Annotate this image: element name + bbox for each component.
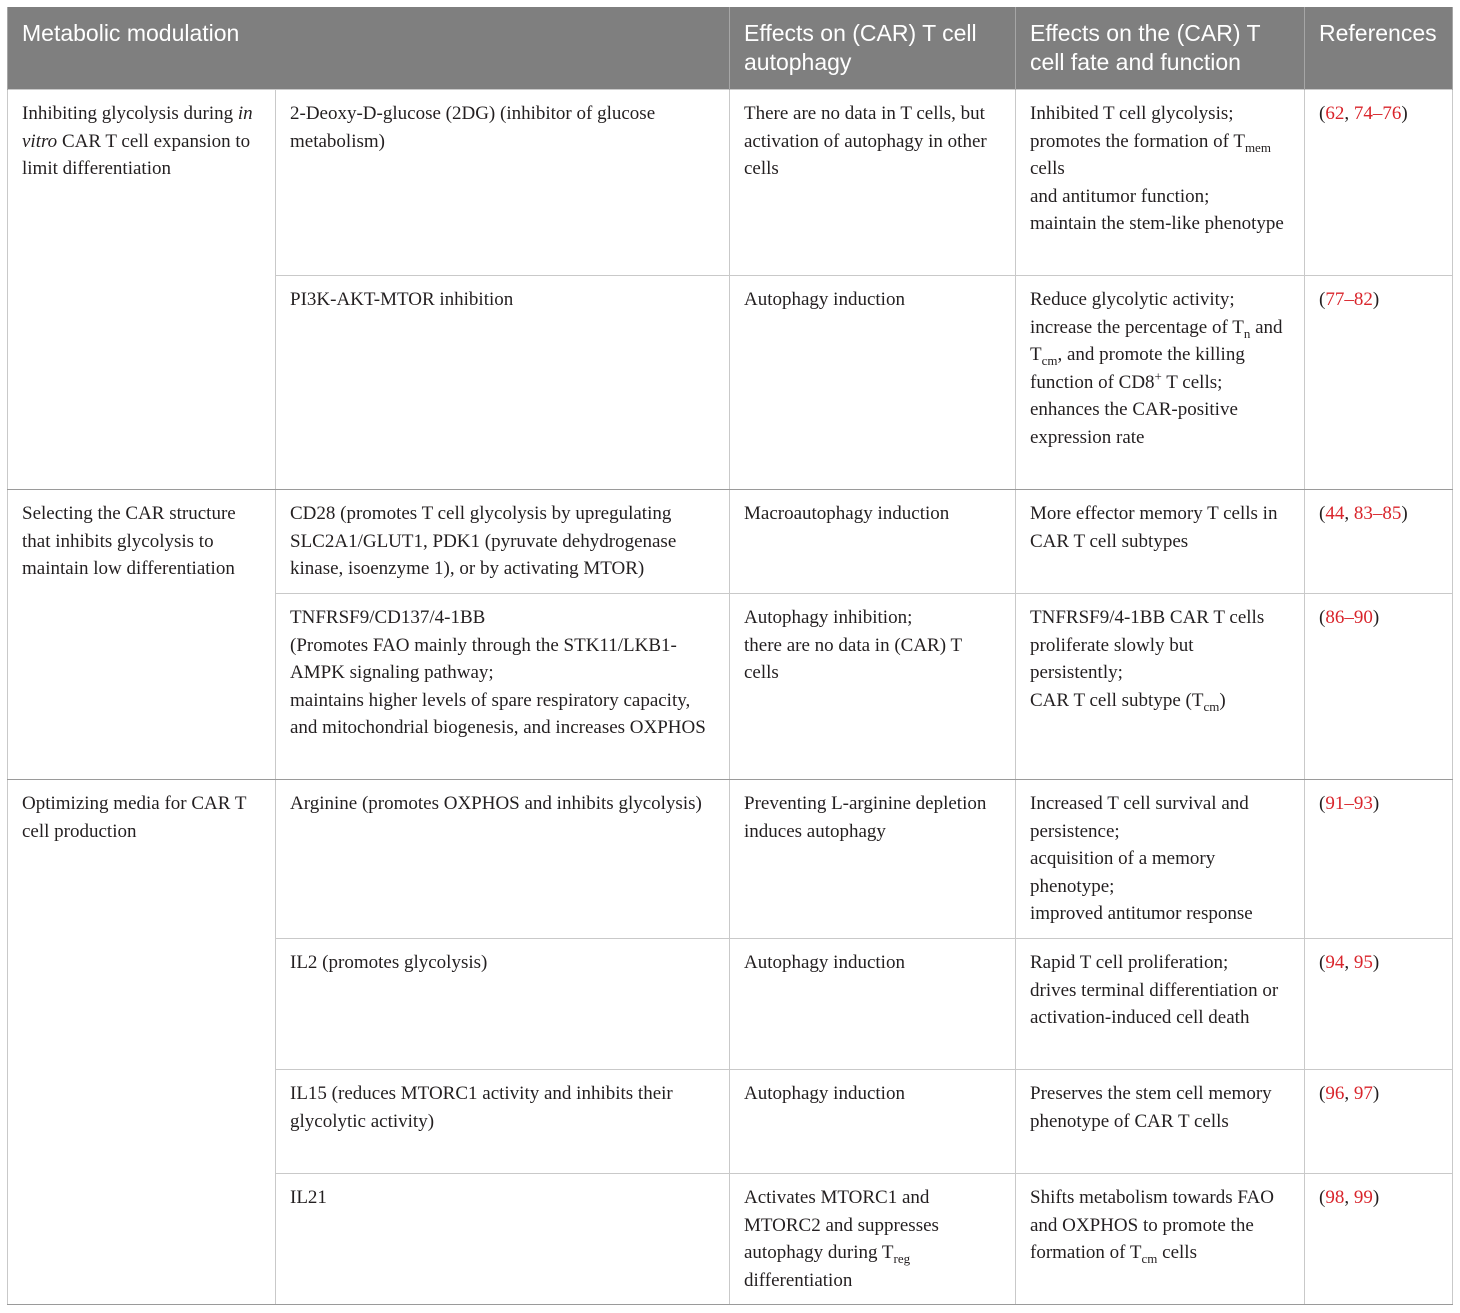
autophagy-cell: Autophagy induction <box>730 1070 1016 1174</box>
header-row <box>8 7 1453 90</box>
reference-link[interactable]: 96 <box>1325 1083 1345 1104</box>
agent-cell: 2-Deoxy-D-glucose (2DG) (inhibitor of glucose metabolism) <box>276 90 730 276</box>
reference-link[interactable]: 44 <box>1325 503 1345 524</box>
agent-cell: Arginine (promotes OXPHOS and inhibits glycolysis) <box>276 780 730 939</box>
autophagy-cell: Autophagy induction <box>730 939 1016 1070</box>
reference-link[interactable]: 83–85 <box>1353 503 1402 524</box>
group-label-optimizing-media: Optimizing media for CAR T cell production <box>8 780 276 1305</box>
autophagy-cell: Activates MTORC1 and MTORC2 and suppresses autophagy during $T_{reg}$ differentiation <box>730 1174 1016 1305</box>
agent-cell: TNFRSF9/CD137/4-1BB (Promotes FAO mainly through the STK11/LKB1-AMPK signaling pathway; maintains higher levels of spare respiratory capacity, and mitochondrial biogenesis, and increases OXPHOS <box>276 594 730 780</box>
reference-link[interactable]: 95 <box>1353 952 1373 973</box>
fate-cell: Inhibited T cell glycolysis; promotes the formation of $T_{mem}$ cells and antitumor function; maintain the stem-like phenotype <box>1016 90 1305 276</box>
group-label-car-structure: Selecting the CAR structure that inhibits glycolysis to maintain low differentiation <box>8 490 276 780</box>
references-cell: (98, 99) <box>1305 1174 1453 1305</box>
references-cell: (44, 83–85) <box>1305 490 1453 594</box>
reference-link[interactable]: 97 <box>1353 1083 1373 1104</box>
table-row <box>8 490 1453 594</box>
reference-link[interactable]: 99 <box>1353 1187 1373 1208</box>
header-references: References <box>1305 7 1453 90</box>
header-metabolic-modulation: Metabolic modulation <box>8 7 730 90</box>
references-cell: (96, 97) <box>1305 1070 1453 1174</box>
references-cell: (91–93) <box>1305 780 1453 939</box>
fate-cell: TNFRSF9/4-1BB CAR T cells proliferate slowly but persistently; CAR T cell subtype $(T_{cm})$ <box>1016 594 1305 780</box>
reference-link[interactable]: 74–76 <box>1353 103 1402 124</box>
references-cell: (62, 74–76) <box>1305 90 1453 276</box>
fate-cell: Shifts metabolism towards FAO and OXPHOS to promote the formation of $T_{cm}$ cells <box>1016 1174 1305 1305</box>
table-row <box>8 780 1453 939</box>
agent-cell: IL2 (promotes glycolysis) <box>276 939 730 1070</box>
autophagy-cell: There are no data in T cells, but activation of autophagy in other cells <box>730 90 1016 276</box>
fate-cell: Preserves the stem cell memory phenotype of CAR T cells <box>1016 1070 1305 1174</box>
table-row <box>8 90 1453 276</box>
fate-cell: Rapid T cell proliferation; drives terminal differentiation or activation-induced cell death <box>1016 939 1305 1070</box>
reference-link[interactable]: 94 <box>1325 952 1345 973</box>
group-label-glycolysis-inhibition: Inhibiting glycolysis during in vitro CAR T cell expansion to limit differentiation <box>8 90 276 490</box>
references-cell: (86–90) <box>1305 594 1453 780</box>
autophagy-cell: Autophagy induction <box>730 276 1016 490</box>
agent-cell: CD28 (promotes T cell glycolysis by upregulating SLC2A1/GLUT1, PDK1 (pyruvate dehydrogenase kinase, isoenzyme 1), or by activating MTOR) <box>276 490 730 594</box>
autophagy-cell: Autophagy inhibition; there are no data in (CAR) T cells <box>730 594 1016 780</box>
reference-link[interactable]: 86–90 <box>1325 607 1373 628</box>
reference-link[interactable]: 77–82 <box>1325 289 1373 310</box>
agent-cell: IL21 <box>276 1174 730 1305</box>
agent-cell: IL15 (reduces MTORC1 activity and inhibits their glycolytic activity) <box>276 1070 730 1174</box>
fate-cell: Increased T cell survival and persistence; acquisition of a memory phenotype; improved antitumor response <box>1016 780 1305 939</box>
header-fate-function-effects: Effects on the (CAR) T cell fate and function <box>1016 7 1305 90</box>
header-autophagy-effects: Effects on (CAR) T cell autophagy <box>730 7 1016 90</box>
fate-cell: Reduce glycolytic activity; increase the percentage of $T_n$ and $T_{cm}$, and promote the killing function of CD8+ T cells; enhances the CAR-positive expression rate <box>1016 276 1305 490</box>
autophagy-cell: Preventing L-arginine depletion induces autophagy <box>730 780 1016 939</box>
reference-link[interactable]: 98 <box>1325 1187 1345 1208</box>
references-cell: (94, 95) <box>1305 939 1453 1070</box>
autophagy-cell: Macroautophagy induction <box>730 490 1016 594</box>
references-cell: (77–82) <box>1305 276 1453 490</box>
fate-cell: More effector memory T cells in CAR T cell subtypes <box>1016 490 1305 594</box>
agent-cell: PI3K-AKT-MTOR inhibition <box>276 276 730 490</box>
reference-link[interactable]: 91–93 <box>1325 793 1373 814</box>
metabolic-modulation-table <box>7 7 1453 1305</box>
reference-link[interactable]: 62 <box>1325 103 1345 124</box>
